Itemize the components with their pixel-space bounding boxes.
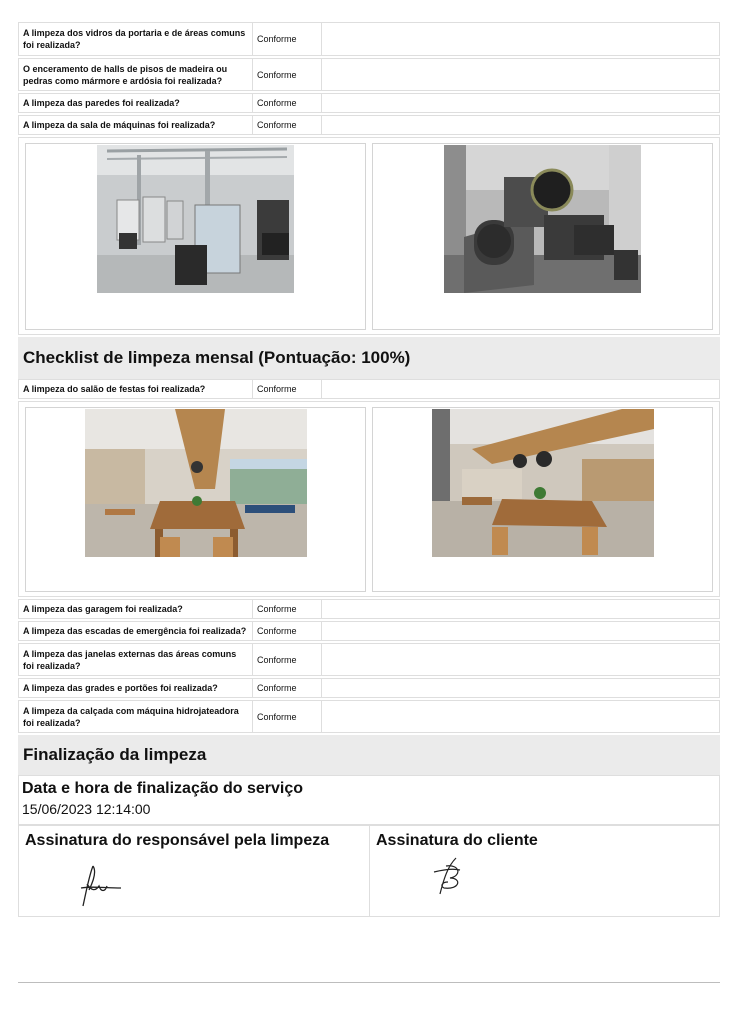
answer-cell: Conforme	[253, 644, 322, 675]
comment-cell	[322, 23, 719, 55]
photo-row	[18, 137, 720, 335]
answer-cell: Conforme	[253, 116, 322, 134]
question-cell: O enceramento de halls de pisos de madeira ou pedras como mármore e ardósia foi realizada?	[19, 59, 253, 90]
answer-cell: Conforme	[253, 94, 322, 112]
signature-client	[369, 826, 719, 916]
question-cell: A limpeza da sala de máquinas foi realizada?	[19, 116, 253, 134]
question-cell: A limpeza das garagem foi realizada?	[19, 600, 253, 618]
question-cell: A limpeza dos vidros da portaria e de áreas comuns foi realizada?	[19, 23, 253, 55]
question-cell: A limpeza das janelas externas das áreas comuns foi realizada?	[19, 644, 253, 675]
question-cell: A limpeza da calçada com máquina hidrojateadora foi realizada?	[19, 701, 253, 732]
question-cell: A limpeza das paredes foi realizada?	[19, 94, 253, 112]
party-room-photo	[85, 409, 307, 557]
comment-cell	[322, 59, 719, 90]
machine-room-photo	[97, 145, 294, 293]
question-cell: A limpeza das grades e portões foi realizada?	[19, 679, 253, 697]
comment-cell	[322, 701, 719, 732]
answer-cell: Conforme	[253, 23, 322, 55]
table-row	[18, 22, 720, 56]
table-row	[18, 58, 720, 91]
photo-card[interactable]	[372, 143, 713, 330]
table-row	[18, 93, 720, 113]
comment-cell	[322, 622, 719, 640]
question-cell: A limpeza do salão de festas foi realizada?	[19, 380, 253, 398]
signature-client-image	[426, 856, 476, 898]
footer-divider	[18, 982, 720, 983]
section-title-monthly: Checklist de limpeza mensal (Pontuação: 100%)	[18, 337, 720, 379]
answer-cell: Conforme	[253, 600, 322, 618]
signature-responsible	[19, 826, 369, 916]
answer-cell: Conforme	[253, 701, 322, 732]
photo-row	[18, 401, 720, 597]
comment-cell	[322, 600, 719, 618]
photo-card[interactable]	[25, 143, 366, 330]
comment-cell	[322, 116, 719, 134]
signature-responsible-image	[75, 862, 135, 910]
answer-cell: Conforme	[253, 622, 322, 640]
comment-cell	[322, 380, 719, 398]
answer-cell: Conforme	[253, 679, 322, 697]
question-cell: A limpeza das escadas de emergência foi realizada?	[19, 622, 253, 640]
photo-card[interactable]	[372, 407, 713, 592]
table-row	[18, 115, 720, 135]
table-row	[18, 700, 720, 733]
photo-card[interactable]	[25, 407, 366, 592]
report-page	[18, 22, 720, 917]
signature-client-label: Assinatura do cliente	[376, 832, 538, 849]
finalization-datetime-block	[18, 775, 720, 825]
table-row	[18, 678, 720, 698]
party-room-photo	[432, 409, 654, 557]
signature-responsible-label: Assinatura do responsável pela limpeza	[25, 832, 330, 849]
comment-cell	[322, 644, 719, 675]
table-row	[18, 643, 720, 676]
answer-cell: Conforme	[253, 59, 322, 90]
comment-cell	[322, 94, 719, 112]
elevator-machine-photo	[444, 145, 641, 293]
table-row	[18, 621, 720, 641]
datetime-value: 15/06/2023 12:14:00	[22, 801, 151, 817]
table-row	[18, 599, 720, 619]
answer-cell: Conforme	[253, 380, 322, 398]
section-title-finalization: Finalização da limpeza	[18, 735, 720, 775]
comment-cell	[322, 679, 719, 697]
datetime-label: Data e hora de finalização do serviço	[22, 780, 303, 797]
table-row	[18, 379, 720, 399]
signatures-block	[18, 825, 720, 917]
